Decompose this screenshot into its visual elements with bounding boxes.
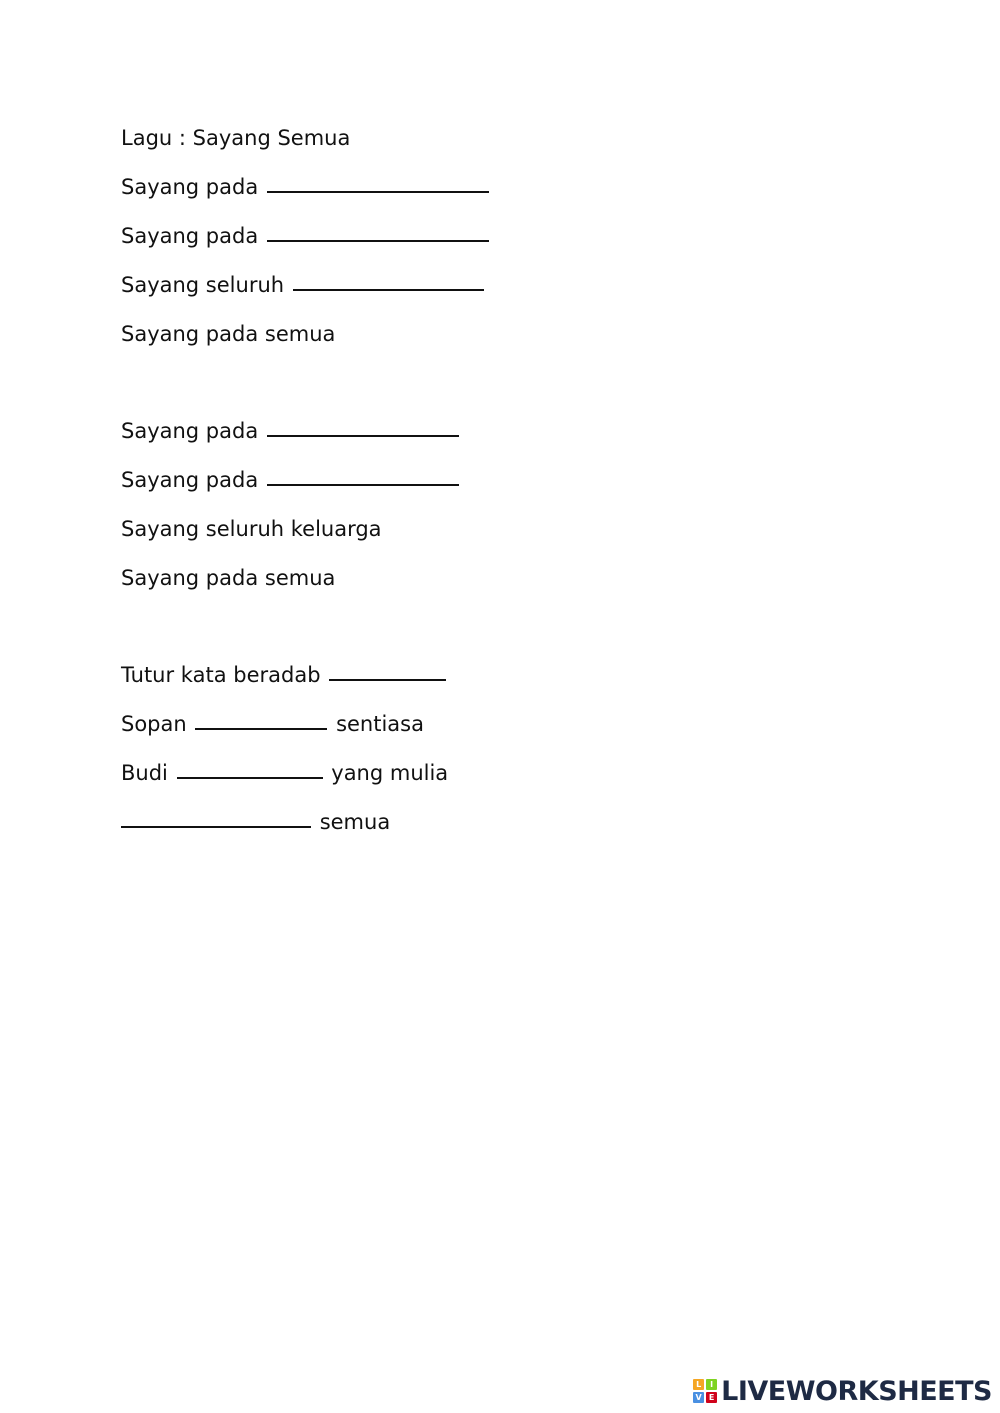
verse3-line1 xyxy=(121,655,821,704)
verse1-line2 xyxy=(121,216,821,265)
line-text: Sayang pada xyxy=(121,224,259,248)
liveworksheets-logo-icon xyxy=(693,1379,717,1403)
answer-blank[interactable] xyxy=(267,216,489,242)
answer-blank[interactable] xyxy=(121,802,311,828)
line-text-after: semua xyxy=(319,810,391,834)
verse1-line4: Sayang pada semua xyxy=(121,322,336,346)
answer-blank[interactable] xyxy=(267,411,459,437)
line-text: Sayang pada xyxy=(121,175,259,199)
line-text: Sopan xyxy=(121,712,187,736)
answer-input[interactable] xyxy=(267,421,459,445)
verse3-line4 xyxy=(121,802,821,851)
answer-blank[interactable] xyxy=(329,655,446,681)
logo-cell: L xyxy=(693,1379,704,1390)
line-text: Sayang pada xyxy=(121,419,259,443)
line-text: Sayang pada xyxy=(121,468,259,492)
logo-cell: E xyxy=(706,1392,717,1403)
answer-blank[interactable] xyxy=(177,753,323,779)
line-text: Tutur kata beradab xyxy=(121,663,321,687)
answer-input[interactable] xyxy=(195,714,327,738)
logo-cell: I xyxy=(706,1379,717,1390)
answer-input[interactable] xyxy=(329,665,446,689)
worksheet xyxy=(121,118,821,851)
answer-input[interactable] xyxy=(267,177,489,201)
answer-blank[interactable] xyxy=(195,704,327,730)
line-text: Sayang seluruh xyxy=(121,273,285,297)
verse2-line2 xyxy=(121,460,821,509)
verse1-line1 xyxy=(121,167,821,216)
line-text-after: yang mulia xyxy=(331,761,449,785)
answer-input[interactable] xyxy=(267,470,459,494)
answer-blank[interactable] xyxy=(267,460,459,486)
verse2-line4: Sayang pada semua xyxy=(121,566,336,590)
line-text: Budi xyxy=(121,761,168,785)
answer-input[interactable] xyxy=(267,226,489,250)
verse3-line2 xyxy=(121,704,821,753)
answer-input[interactable] xyxy=(177,763,323,787)
worksheet-title: Lagu : Sayang Semua xyxy=(121,126,351,150)
answer-blank[interactable] xyxy=(267,167,489,193)
answer-blank[interactable] xyxy=(293,265,484,291)
answer-input[interactable] xyxy=(121,812,311,836)
verse1-line3 xyxy=(121,265,821,314)
liveworksheets-footer xyxy=(693,1375,992,1407)
brand-name: LIVEWORKSHEETS xyxy=(721,1375,992,1407)
stanza-gap xyxy=(121,363,821,411)
verse3-line3 xyxy=(121,753,821,802)
verse2-line1 xyxy=(121,411,821,460)
stanza-gap xyxy=(121,607,821,655)
logo-cell: V xyxy=(693,1392,704,1403)
verse2-line3: Sayang seluruh keluarga xyxy=(121,517,382,541)
line-text-after: sentiasa xyxy=(336,712,424,736)
answer-input[interactable] xyxy=(293,275,484,299)
